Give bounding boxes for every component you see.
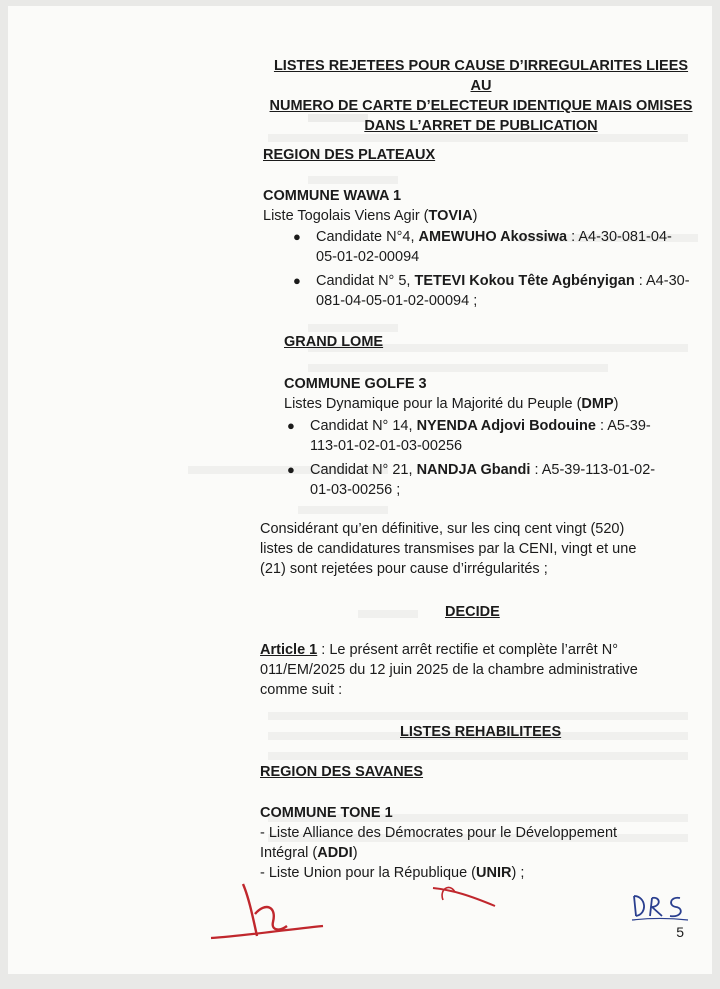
rehabilitated-list — [260, 823, 692, 883]
bullet-icon: ● — [287, 418, 295, 433]
region-heading-savanes: REGION DES SAVANES — [260, 764, 424, 780]
decide-heading: DECIDE — [445, 604, 500, 620]
rehabilitated-heading: LISTES REHABILITEES — [400, 724, 562, 740]
document-page — [8, 6, 712, 974]
candidate-item: ● Candidate N°4, AMEWUHO Akossiwa : A4-30-081-04- 05-01-02-00094 — [293, 229, 672, 265]
article-1-paragraph: Article 1 : Le présent arrêt rectifie et complète l’arrêt N° 011/EM/2025 du 12 juin 2025 de la chambre administrative comme suit : — [260, 642, 638, 698]
title-line-3: DANS L’ARRET DE PUBLICATION — [364, 118, 598, 134]
commune-heading-tone: COMMUNE TONE 1 — [260, 805, 393, 821]
bullet-icon: ● — [293, 273, 301, 288]
title-line-1: LISTES REJETEES POUR CAUSE D’IRREGULARITES LIEES AU — [273, 58, 689, 94]
list-item-continued: Intégral (ADDI) — [260, 845, 358, 861]
commune-heading-golfe: COMMUNE GOLFE 3 — [284, 376, 427, 392]
bullet-icon: ● — [287, 462, 295, 477]
signature-initials-blue — [630, 890, 690, 924]
document-title — [266, 56, 696, 136]
region-heading-plateaux: REGION DES PLATEAUX — [263, 147, 436, 163]
list-tovia: Liste Togolais Viens Agir (TOVIA) — [263, 208, 478, 224]
signature-initial-red — [203, 878, 503, 948]
title-line-2: NUMERO DE CARTE D’ELECTEUR IDENTIQUE MAIS OMISES — [269, 98, 693, 114]
list-dmp: Listes Dynamique pour la Majorité du Peuple (DMP) — [284, 396, 619, 412]
list-item: - Liste Union pour la République (UNIR) ; — [260, 865, 525, 881]
page-number: 5 — [676, 924, 684, 940]
bullet-icon: ● — [293, 229, 301, 244]
list-item: - Liste Alliance des Démocrates pour le Développement — [260, 825, 618, 841]
commune-heading-wawa: COMMUNE WAWA 1 — [263, 188, 402, 204]
region-heading-grand-lome: GRAND LOME — [284, 334, 384, 350]
candidate-item: ● Candidat N° 5, TETEVI Kokou Tête Agbényigan : A4-30- 081-04-05-01-02-00094 ; — [293, 273, 690, 309]
candidate-item: ● Candidat N° 14, NYENDA Adjovi Bodouine : A5-39- 113-01-02-01-03-00256 — [287, 418, 651, 454]
considerant-paragraph: Considérant qu’en définitive, sur les cinq cent vingt (520) listes de candidatures transmises par la CENI, vingt et une (21) sont rejetées pour cause d’irrégularités ; — [260, 521, 637, 577]
article-1-label: Article 1 — [260, 642, 318, 658]
candidate-item: ● Candidat N° 21, NANDJA Gbandi : A5-39-113-01-02- 01-03-00256 ; — [287, 462, 656, 498]
